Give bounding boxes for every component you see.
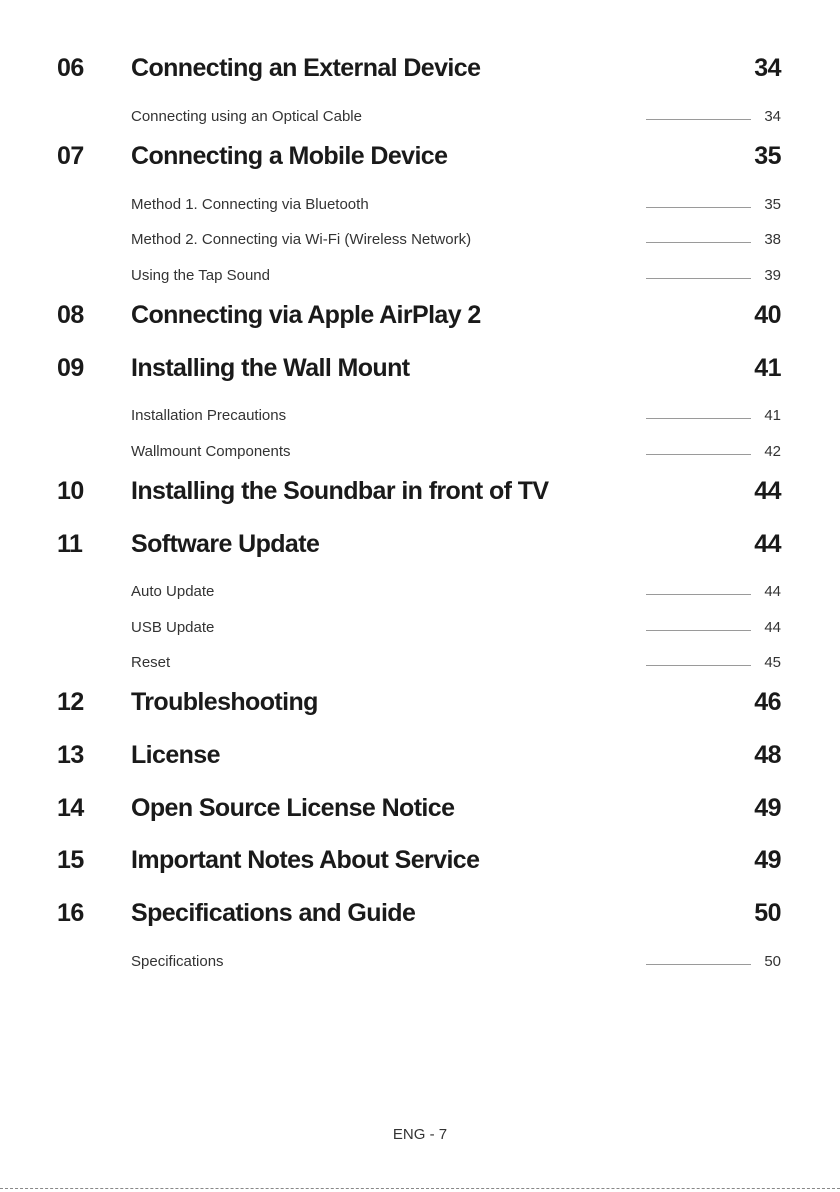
subsection-page: 45 — [764, 654, 781, 671]
section-title[interactable]: Troubleshooting — [131, 688, 318, 716]
section-title[interactable]: Installing the Soundbar in front of TV — [131, 477, 549, 505]
subsection-page: 35 — [764, 196, 781, 213]
page-edge-divider — [0, 1188, 840, 1189]
leader-line — [646, 207, 751, 208]
subsection-title[interactable]: Using the Tap Sound — [131, 267, 270, 284]
section-number: 07 — [57, 142, 84, 170]
section-number: 08 — [57, 301, 84, 329]
section-title[interactable]: License — [131, 741, 220, 769]
subsection-title[interactable]: Reset — [131, 654, 171, 671]
section-number: 06 — [57, 54, 84, 82]
section-number: 14 — [57, 794, 84, 822]
subsection-title[interactable]: Connecting using an Optical Cable — [131, 108, 362, 125]
leader-line — [646, 630, 751, 631]
section-title[interactable]: Software Update — [131, 530, 320, 558]
leader-line — [646, 665, 751, 666]
section-page: 40 — [754, 301, 781, 329]
section-title[interactable]: Connecting an External Device — [131, 54, 481, 82]
section-page: 44 — [754, 530, 781, 558]
section-title[interactable]: Connecting a Mobile Device — [131, 142, 448, 170]
section-page: 50 — [754, 899, 781, 927]
section-title[interactable]: Important Notes About Service — [131, 846, 480, 874]
leader-line — [646, 242, 751, 243]
page-number-footer: ENG - 7 — [392, 1126, 448, 1143]
section-number: 09 — [57, 354, 84, 382]
section-number: 10 — [57, 477, 84, 505]
leader-line — [646, 594, 751, 595]
leader-line — [646, 418, 751, 419]
leader-line — [646, 454, 751, 455]
subsection-title[interactable]: Auto Update — [131, 583, 215, 600]
section-page: 44 — [754, 477, 781, 505]
subsection-page: 50 — [764, 953, 781, 970]
leader-line — [646, 119, 751, 120]
section-page: 48 — [754, 741, 781, 769]
section-title[interactable]: Connecting via Apple AirPlay 2 — [131, 301, 481, 329]
section-number: 11 — [57, 530, 83, 558]
subsection-title[interactable]: Method 2. Connecting via Wi-Fi (Wireless Network) — [131, 231, 472, 248]
leader-line — [646, 278, 751, 279]
section-title[interactable]: Specifications and Guide — [131, 899, 416, 927]
subsection-page: 39 — [764, 267, 781, 284]
subsection-page: 38 — [764, 231, 781, 248]
section-page: 49 — [754, 846, 781, 874]
section-page: 34 — [754, 54, 781, 82]
section-page: 49 — [754, 794, 781, 822]
subsection-page: 42 — [764, 443, 781, 460]
subsection-title[interactable]: Installation Precautions — [131, 407, 287, 424]
subsection-title[interactable]: Wallmount Components — [131, 443, 291, 460]
section-page: 46 — [754, 688, 781, 716]
section-page: 41 — [754, 354, 781, 382]
subsection-page: 34 — [764, 108, 781, 125]
section-number: 15 — [57, 846, 84, 874]
subsection-page: 44 — [764, 619, 781, 636]
subsection-page: 41 — [764, 407, 781, 424]
section-number: 13 — [57, 741, 84, 769]
subsection-title[interactable]: Method 1. Connecting via Bluetooth — [131, 196, 369, 213]
subsection-page: 44 — [764, 583, 781, 600]
section-number: 16 — [57, 899, 84, 927]
subsection-title[interactable]: Specifications — [131, 953, 224, 970]
leader-line — [646, 964, 751, 965]
section-page: 35 — [754, 142, 781, 170]
subsection-title[interactable]: USB Update — [131, 619, 215, 636]
section-number: 12 — [57, 688, 84, 716]
section-title[interactable]: Installing the Wall Mount — [131, 354, 410, 382]
section-title[interactable]: Open Source License Notice — [131, 794, 455, 822]
